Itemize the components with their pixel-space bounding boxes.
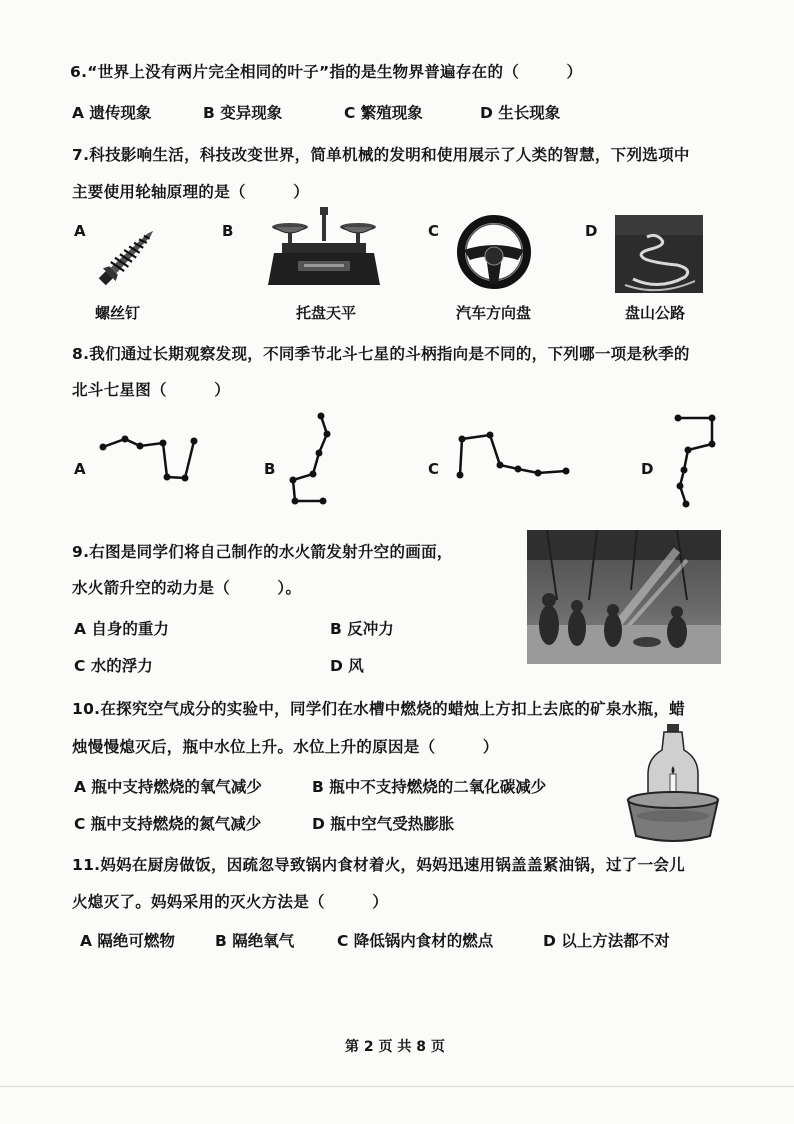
q9-option-b: B 反冲力 <box>330 620 394 638</box>
q10-option-c: C 瓶中支持燃烧的氮气减少 <box>74 815 262 833</box>
big-dipper-diagram-a <box>95 425 205 485</box>
q6-option-c: C 繁殖现象 <box>344 104 423 122</box>
q8-letter-d: D <box>641 460 654 478</box>
screw-image <box>88 218 166 296</box>
q11-stem-line2: 火熄灭了。妈妈采用的灭火方法是（ ） <box>72 893 389 911</box>
candle-bottle-trough-image <box>624 720 722 844</box>
q8-stem-line2: 北斗七星图（ ） <box>72 381 231 399</box>
q7-letter-d: D <box>585 222 598 240</box>
q7-caption-b: 托盘天平 <box>296 304 357 322</box>
q10-stem-line1: 10.在探究空气成分的实验中，同学们在水槽中燃烧的蜡烛上方扣上去底的矿泉水瓶，蜡 <box>72 700 685 718</box>
q7-letter-c: C <box>428 222 440 240</box>
q7-letter-b: B <box>222 222 234 240</box>
q9-option-c: C 水的浮力 <box>74 657 153 675</box>
q9-option-a: A 自身的重力 <box>74 620 169 638</box>
q10-option-d: D 瓶中空气受热膨胀 <box>312 815 455 833</box>
q11-stem-line1: 11.妈妈在厨房做饭，因疏忽导致锅内食材着火，妈妈迅速用锅盖盖紧油锅，过了一会儿 <box>72 856 685 874</box>
q6-stem: 6.“世界上没有两片完全相同的叶子”指的是生物界普遍存在的（ ） <box>70 63 583 81</box>
water-rocket-photo <box>527 530 721 664</box>
mountain-road-image <box>615 215 703 293</box>
q9-stem-line1: 9.右图是同学们将自己制作的水火箭发射升空的画面， <box>72 543 453 561</box>
page-footer: 第 2 页 共 8 页 <box>345 1039 445 1055</box>
q7-letter-a: A <box>74 222 86 240</box>
q10-stem-line2: 烛慢慢熄灭后，瓶中水位上升。水位上升的原因是（ ） <box>72 738 499 756</box>
q11-option-a: A 隔绝可燃物 <box>80 932 175 950</box>
steering-wheel-image <box>456 214 532 290</box>
big-dipper-diagram-c <box>450 425 575 485</box>
q7-caption-a: 螺丝钉 <box>95 304 141 322</box>
q6-option-b: B 变异现象 <box>203 104 283 122</box>
q7-caption-d: 盘山公路 <box>625 304 686 322</box>
q7-stem-line2: 主要使用轮轴原理的是（ ） <box>72 183 310 201</box>
q9-option-d: D 风 <box>330 657 364 675</box>
q11-option-c: C 降低锅内食材的燃点 <box>337 932 494 950</box>
big-dipper-diagram-d <box>660 408 725 508</box>
q10-option-b: B 瓶中不支持燃烧的二氧化碳减少 <box>312 778 547 796</box>
q10-option-a: A 瓶中支持燃烧的氧气减少 <box>74 778 262 796</box>
q9-stem-line2: 水火箭升空的动力是（ ）。 <box>72 579 302 597</box>
q8-letter-c: C <box>428 460 440 478</box>
q7-caption-c: 汽车方向盘 <box>456 304 532 322</box>
q7-stem-line1: 7.科技影响生活，科技改变世界，简单机械的发明和使用展示了人类的智慧，下列选项中 <box>72 146 690 164</box>
scan-edge-divider <box>0 1086 794 1087</box>
q8-letter-b: B <box>264 460 276 478</box>
balance-scale-image <box>268 205 380 289</box>
q11-option-b: B 隔绝氧气 <box>215 932 295 950</box>
q6-option-d: D 生长现象 <box>480 104 561 122</box>
q8-letter-a: A <box>74 460 86 478</box>
big-dipper-diagram-b <box>285 408 340 508</box>
q8-stem-line1: 8.我们通过长期观察发现，不同季节北斗七星的斗柄指向是不同的，下列哪一项是秋季的 <box>72 345 690 363</box>
q11-option-d: D 以上方法都不对 <box>543 932 670 950</box>
q6-option-a: A 遗传现象 <box>72 104 152 122</box>
